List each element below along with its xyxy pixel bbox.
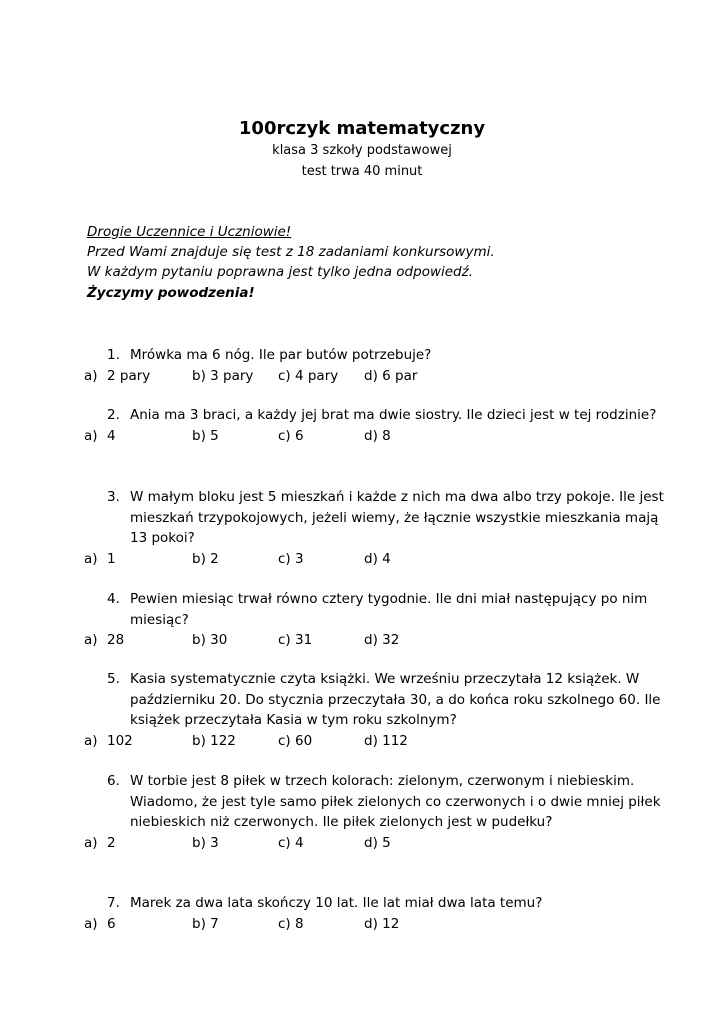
answer-a-label: a) bbox=[84, 915, 98, 932]
question-number: 1. bbox=[107, 347, 120, 363]
question-text: Ania ma 3 braci, a każdy jej brat ma dwie siostry. Ile dzieci jest w tej rodzinie? bbox=[130, 407, 657, 423]
answer-c: c) 3 bbox=[278, 550, 304, 567]
answer-b: b) 30 bbox=[192, 632, 228, 648]
intro-greeting: Drogie Uczennice i Uczniowie! bbox=[87, 224, 292, 240]
answer-a: 1 bbox=[107, 550, 116, 567]
question-7 bbox=[84, 893, 667, 934]
answer-a-label: a) bbox=[84, 367, 98, 384]
answer-a: 102 bbox=[107, 732, 133, 749]
answer-a-label: a) bbox=[84, 834, 98, 851]
question-number: 6. bbox=[107, 773, 120, 789]
answer-d: d) 112 bbox=[364, 732, 408, 749]
answer-a-label: a) bbox=[84, 632, 98, 648]
question-text: W małym bloku jest 5 mieszkań i każde z nich ma dwa albo trzy pokoje. Ile jest mieszkań trzypokojowych, jeżeli wiemy, że łącznie wszystkie mieszkania mają 13 pokoi? bbox=[130, 489, 664, 546]
subtitle-duration: test trwa 40 minut bbox=[301, 164, 423, 179]
answer-d: d) 12 bbox=[364, 915, 400, 932]
answer-a: 6 bbox=[107, 915, 116, 932]
answer-d: d) 4 bbox=[364, 550, 391, 567]
answer-c: c) 60 bbox=[278, 732, 313, 749]
page-title: 100rczyk matematyczny bbox=[238, 118, 486, 139]
answer-c: c) 31 bbox=[278, 632, 313, 648]
question-1 bbox=[84, 345, 667, 386]
answer-d: d) 32 bbox=[364, 632, 400, 648]
question-text: Marek za dwa lata skończy 10 lat. Ile lat miał dwa lata temu? bbox=[130, 895, 543, 911]
question-6 bbox=[84, 771, 667, 853]
answer-b: b) 2 bbox=[192, 550, 219, 567]
answer-b: b) 3 bbox=[192, 834, 219, 851]
answer-b: b) 5 bbox=[192, 427, 219, 444]
question-text: W torbie jest 8 piłek w trzech kolorach: zielonym, czerwonym i niebieskim. Wiadomo, że jest tyle samo piłek zielonych co czerwonych i o dwie mniej piłek niebieskich niż czerwonych. Ile piłek zielonych jest w pudełku? bbox=[130, 773, 661, 830]
question-text: Kasia systematycznie czyta książki. We wrześniu przeczytała 12 książek. W październiku 20. Do stycznia przeczytała 30, a do końca roku szkolnego 60. Ile książek przeczytała Kasia w tym roku szkolnym? bbox=[130, 671, 661, 728]
answer-c: c) 6 bbox=[278, 427, 304, 444]
answer-a: 4 bbox=[107, 427, 116, 444]
intro-line-3: W każdym pytaniu poprawna jest tylko jedna odpowiedź. bbox=[87, 264, 474, 280]
question-5 bbox=[84, 669, 667, 751]
question-number: 3. bbox=[107, 489, 120, 505]
answer-b: b) 7 bbox=[192, 915, 219, 932]
question-text: Pewien miesiąc trwał równo cztery tygodnie. Ile dni miał następujący po nim miesiąc? bbox=[130, 591, 648, 628]
answer-d: d) 6 par bbox=[364, 367, 418, 384]
answer-a: 2 pary bbox=[107, 367, 151, 384]
answer-d: d) 5 bbox=[364, 834, 391, 851]
question-number: 4. bbox=[107, 591, 120, 607]
answer-a: 2 bbox=[107, 834, 116, 851]
subtitle-class: klasa 3 szkoły podstawowej bbox=[272, 143, 452, 158]
answer-c: c) 8 bbox=[278, 915, 304, 932]
question-number: 5. bbox=[107, 671, 120, 687]
answer-b: b) 122 bbox=[192, 732, 236, 749]
answer-d: d) 8 bbox=[364, 427, 391, 444]
question-text: Mrówka ma 6 nóg. Ile par butów potrzebuje? bbox=[130, 347, 432, 363]
answer-c: c) 4 bbox=[278, 834, 304, 851]
intro-line-2: Przed Wami znajduje się test z 18 zadaniami konkursowymi. bbox=[87, 244, 495, 260]
answer-b: b) 3 pary bbox=[192, 367, 254, 384]
question-4 bbox=[84, 589, 667, 651]
question-3 bbox=[84, 487, 667, 569]
question-2 bbox=[84, 405, 667, 446]
answer-a: 28 bbox=[107, 632, 125, 648]
question-number: 7. bbox=[107, 895, 120, 911]
answer-a-label: a) bbox=[84, 732, 98, 749]
intro-good-luck: Życzymy powodzenia! bbox=[87, 285, 255, 301]
answer-a-label: a) bbox=[84, 550, 98, 567]
answer-a-label: a) bbox=[84, 427, 98, 444]
answer-c: c) 4 pary bbox=[278, 367, 339, 384]
question-number: 2. bbox=[107, 407, 120, 423]
